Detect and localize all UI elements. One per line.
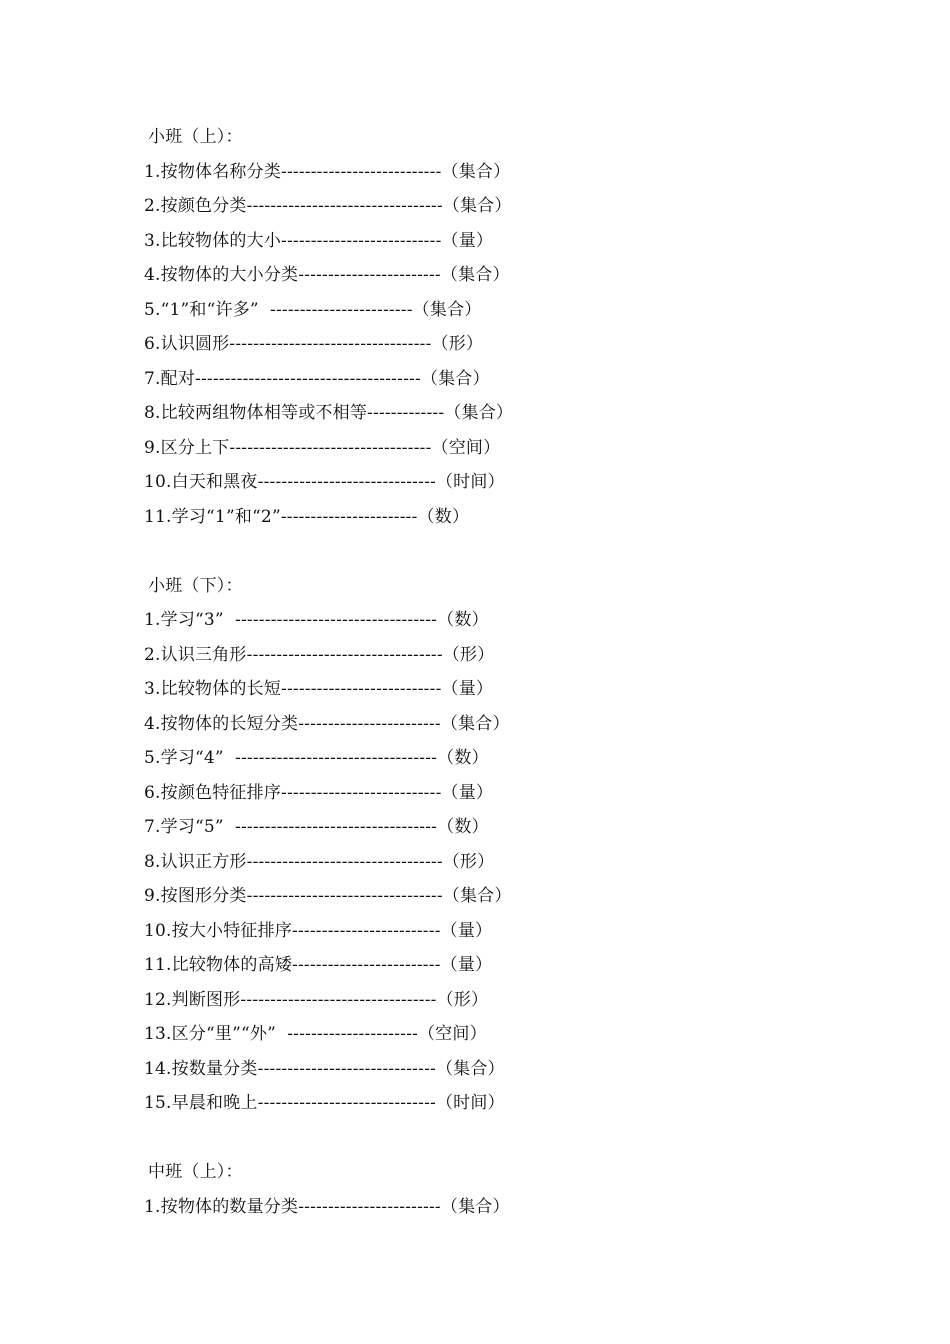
list-item: 14.按数量分类------------------------------（集合） [144, 1058, 505, 1079]
document-page [144, 120, 844, 1224]
section-heading: 小班（下）： [148, 575, 243, 596]
section-middle-class-first-term [144, 1155, 844, 1224]
section-small-class-first-term [144, 120, 844, 534]
list-item: 1.按物体名称分类---------------------------（集合） [144, 161, 511, 182]
list-item: 4.按物体的大小分类------------------------（集合） [144, 265, 510, 285]
list-item: 3.比较物体的大小---------------------------（量） [144, 230, 494, 251]
list-item: 1.学习“3” ----------------------------------（数） [144, 610, 489, 630]
list-item: 2.认识三角形---------------------------------（形） [144, 644, 495, 665]
list-item: 4.按物体的长短分类------------------------（集合） [144, 713, 510, 734]
list-item: 3.比较物体的长短---------------------------（量） [144, 679, 494, 699]
list-item: 6.认识圆形----------------------------------（形） [144, 334, 484, 354]
list-item: 7.学习“5” ----------------------------------（数） [144, 817, 489, 837]
list-item: 9.区分上下----------------------------------（空间） [144, 437, 501, 458]
list-item: 10.白天和黑夜------------------------------（时间） [144, 472, 505, 492]
list-item: 7.配对--------------------------------------（集合） [144, 368, 490, 389]
list-item: 10.按大小特征排序-------------------------（量） [144, 920, 493, 941]
list-item: 13.区分“里”“外” ----------------------（空间） [144, 1024, 487, 1044]
list-item: 8.认识正方形---------------------------------（形） [144, 851, 495, 872]
list-item: 2.按颜色分类---------------------------------（集合） [144, 196, 512, 216]
list-item: 5.“1”和“许多” ------------------------（集合） [144, 299, 482, 320]
list-item: 9.按图形分类---------------------------------（集合） [144, 886, 512, 906]
list-item: 15.早晨和晚上------------------------------（时间） [144, 1093, 505, 1113]
list-item: 12.判断图形---------------------------------（形） [144, 989, 489, 1010]
section-small-class-second-term [144, 569, 844, 1121]
list-item: 5.学习“4” ----------------------------------（数） [144, 748, 489, 768]
list-item: 11.比较物体的高矮-------------------------（量） [144, 955, 493, 975]
list-item: 11.学习“1”和“2”-----------------------（数） [144, 506, 470, 527]
list-item: 8.比较两组物体相等或不相等-------------（集合） [144, 403, 514, 423]
list-item: 6.按颜色特征排序---------------------------（量） [144, 782, 494, 803]
section-heading: 中班（上）： [148, 1162, 243, 1182]
section-heading: 小班（上）： [148, 127, 243, 147]
list-item: 1.按物体的数量分类------------------------（集合） [144, 1196, 510, 1217]
